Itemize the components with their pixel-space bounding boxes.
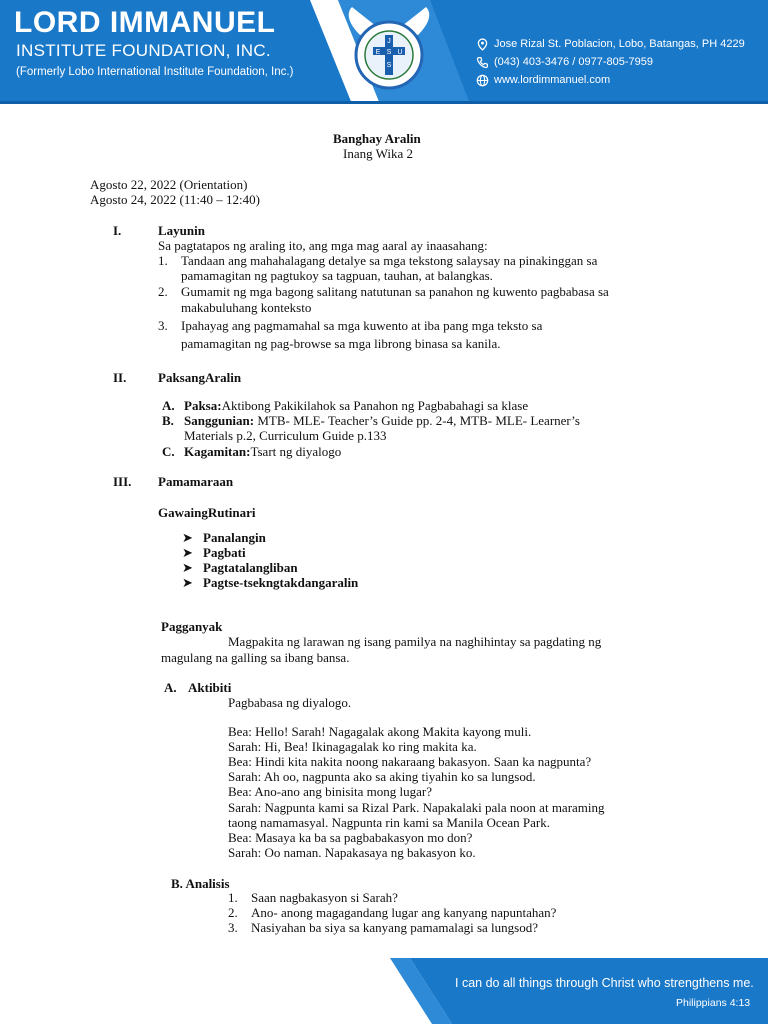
seal-letter: S	[386, 49, 392, 56]
motivation-title: Pagganyak	[161, 619, 223, 634]
dialogue-line: Bea: Hello! Sarah! Nagagalak akong Makita kayong muli.	[228, 724, 532, 739]
routine-item: Panalangin	[203, 530, 266, 545]
dialogue-line: Sarah: Hi, Bea! Ikinagagalak ko ring makita ka.	[228, 739, 477, 754]
materials-text: Tsart ng diyalogo	[250, 444, 342, 459]
phone-text: (043) 403-3476 / 0977-805-7959	[494, 56, 654, 68]
dialogue-line: Bea: Ano-ano ang binisita mong lugar?	[228, 784, 432, 799]
address-text: Jose Rizal St. Poblacion, Lobo, Batangas, PH 4229	[494, 38, 745, 50]
topic-text: Aktibong Pakikilahok sa Panahon ng Pagbabahagi sa klase	[221, 398, 529, 413]
section-title: Pamamaraan	[158, 474, 234, 489]
motivation-line: Magpakita ng larawan ng isang pamilya na naghihintay sa pagdating ng	[228, 634, 602, 649]
list-number: 1.	[158, 253, 168, 268]
motivation-line: magulang na galling sa ibang bansa.	[161, 650, 350, 665]
analysis-question: Ano- anong magagandang lugar ang kanyang napuntahan?	[251, 905, 557, 920]
seal-letter: S	[386, 62, 392, 69]
arrow-bullet-icon: ➤	[182, 575, 193, 590]
objective-line: makabuluhang konteksto	[181, 300, 312, 315]
list-number: 2.	[158, 284, 168, 299]
dialogue-line: Bea: Hindi kita nakita noong nakaraang bakasyon. Saan ka nagpunta?	[228, 754, 592, 769]
reference-text: MTB- MLE- Teacher’s Guide pp. 2-4, MTB- MLE- Learner’s	[254, 413, 580, 428]
analysis-question: Saan nagbakasyon si Sarah?	[251, 890, 398, 905]
reference-label: Sanggunian:	[184, 413, 255, 428]
topic-label: Paksa:	[184, 398, 222, 413]
activity-title: Aktibiti	[188, 680, 232, 695]
list-letter: B.	[162, 413, 174, 428]
routine-item: Pagtatalangliban	[203, 560, 298, 575]
objective-line: pamamagitan ng pag-browse sa mga librong binasa sa kanila.	[181, 336, 501, 351]
dialogue-line: Sarah: Nagpunta kami sa Rizal Park. Napakalaki pala noon at maraming	[228, 800, 605, 815]
section-number: III.	[113, 474, 132, 489]
arrow-bullet-icon: ➤	[182, 560, 193, 575]
school-former-name: (Formerly Lobo International Institute Foundation, Inc.)	[16, 66, 294, 78]
list-letter: C.	[162, 444, 175, 459]
location-pin-icon	[476, 38, 489, 51]
section-number: II.	[113, 370, 127, 385]
school-name: LORD IMMANUEL	[14, 6, 276, 39]
objective-line: Tandaan ang mahahalagang detalye sa mga tekstong salaysay na pinakinggan sa	[181, 253, 598, 268]
arrow-bullet-icon: ➤	[182, 530, 193, 545]
materials-label: Kagamitan:	[184, 444, 251, 459]
routine-item: Pagtse-tsekngtakdangaralin	[203, 575, 359, 590]
activity-intro: Pagbabasa ng diyalogo.	[228, 695, 352, 710]
date-line: Agosto 22, 2022 (Orientation)	[90, 177, 248, 192]
footer-banner	[0, 958, 768, 1024]
list-letter: A.	[162, 398, 175, 413]
routine-title: GawaingRutinari	[158, 505, 256, 520]
website-link[interactable]: www.lordimmanuel.com	[494, 74, 611, 86]
seal-letter: U	[397, 49, 403, 56]
arrow-bullet-icon: ➤	[182, 545, 193, 560]
dialogue-line: Sarah: Oo naman. Napakasaya ng bakasyon ko.	[228, 845, 476, 860]
materials-line	[184, 444, 341, 459]
section-intro: Sa pagtatapos ng araling ito, ang mga mag aaral ay inaasahang:	[158, 238, 488, 253]
doc-title: Banghay Aralin	[333, 131, 421, 146]
topic-line	[184, 398, 528, 413]
doc-subtitle: Inang Wika 2	[343, 146, 413, 161]
list-letter: A.	[164, 680, 177, 695]
dialogue-line: Sarah: Ah oo, nagpunta ako sa aking tiyahin ko sa lungsod.	[228, 769, 536, 784]
footer-reference: Philippians 4:13	[676, 997, 751, 1009]
reference-line: Materials p.2, Curriculum Guide p.133	[184, 428, 387, 443]
reference-line	[184, 413, 580, 428]
date-line: Agosto 24, 2022 (11:40 – 12:40)	[90, 192, 260, 207]
globe-icon	[476, 74, 489, 87]
seal-letter: E	[375, 49, 381, 56]
list-number: 3.	[228, 920, 238, 935]
phone-icon	[476, 56, 489, 69]
objective-line: pamamagitan ng pagtukoy sa tagpuan, tauhan, at balangkas.	[181, 268, 493, 283]
list-number: 3.	[158, 318, 168, 333]
dialogue-line: taong namamasyal. Nagpunta rin kami sa Manila Ocean Park.	[228, 815, 551, 830]
objective-line: Gumamit ng mga bagong salitang natutunan sa panahon ng kuwento pagbabasa sa	[181, 284, 609, 299]
list-number: 2.	[228, 905, 238, 920]
analysis-title: B. Analisis	[171, 876, 230, 891]
section-title: Layunin	[158, 223, 205, 238]
school-subtitle: INSTITUTE FOUNDATION, INC.	[16, 41, 271, 60]
section-title: PaksangAralin	[158, 370, 242, 385]
analysis-question: Nasiyahan ba siya sa kanyang pamamalagi sa lungsod?	[251, 920, 538, 935]
footer-quote: I can do all things through Christ who strengthens me.	[455, 976, 754, 990]
list-number: 1.	[228, 890, 238, 905]
school-seal-icon	[342, 5, 436, 99]
seal-letter: J	[387, 38, 391, 45]
dialogue-line: Bea: Masaya ka ba sa pagbabakasyon mo don?	[228, 830, 473, 845]
objective-line: Ipahayag ang pagmamahal sa mga kuwento at iba pang mga teksto sa	[181, 318, 543, 333]
routine-item: Pagbati	[203, 545, 246, 560]
section-number: I.	[113, 223, 122, 238]
letterhead	[0, 0, 768, 104]
